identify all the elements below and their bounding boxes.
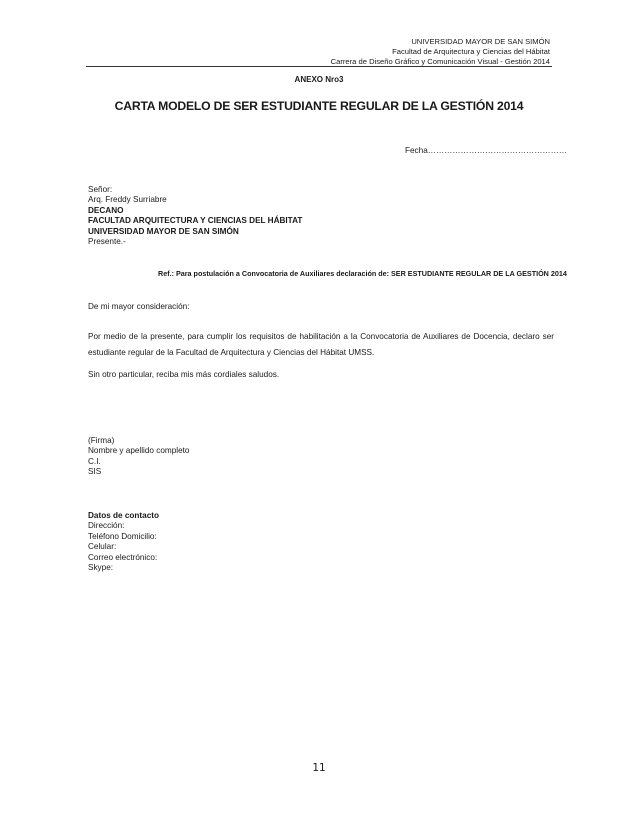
signature-block: [88, 436, 189, 478]
signature-sis: SIS: [88, 467, 102, 477]
recipient-position: DECANO: [88, 205, 124, 215]
recipient-name: Arq. Freddy Surriabre: [88, 195, 167, 205]
signature-ci: C.I.: [88, 456, 101, 466]
reference-line: Ref.: Para postulación a Convocatoria de Auxiliares declaración de: SER ESTUDIANTE REGULAR DE LA GESTIÓN 2014: [158, 269, 567, 278]
document-title: CARTA MODELO DE SER ESTUDIANTE REGULAR DE LA GESTIÓN 2014: [114, 99, 524, 113]
recipient-presente: Presente.-: [88, 237, 126, 247]
header-rule: [86, 66, 552, 67]
header-faculty: Facultad de Arquitectura y Ciencias del Hábitat: [392, 47, 550, 56]
recipient-university: UNIVERSIDAD MAYOR DE SAN SIMÓN: [88, 226, 239, 236]
recipient-block: [88, 185, 302, 247]
contact-heading: Datos de contacto: [88, 511, 159, 520]
header-career: Carrera de Diseño Gráfico y Comunicación Visual - Gestión 2014: [330, 57, 550, 66]
recipient-faculty: FACULTAD ARQUITECTURA Y CIENCIAS DEL HÁBITAT: [88, 216, 303, 226]
recipient-salutation: Señor:: [88, 185, 113, 194]
header-university: UNIVERSIDAD MAYOR DE SAN SIMÓN: [411, 37, 550, 46]
contact-skype: Skype:: [88, 563, 114, 573]
contact-mobile: Celular:: [88, 542, 117, 552]
contact-phone: Teléfono Domicilio:: [88, 531, 157, 541]
signature-firma: (Firma): [88, 436, 115, 445]
page-number: 11: [312, 762, 326, 774]
contact-email: Correo electrónico:: [88, 552, 158, 562]
greeting: De mi mayor consideración:: [88, 302, 190, 311]
closing-line: Sin otro particular, reciba mis más cordiales saludos.: [88, 370, 280, 379]
date-line: Fecha……………………………………………: [405, 146, 567, 155]
contact-address: Dirección:: [88, 521, 125, 531]
signature-name: Nombre y apellido completo: [88, 446, 190, 456]
contact-block: [88, 511, 159, 573]
annex-label: ANEXO Nro3: [294, 75, 344, 84]
body-paragraph: Por medio de la presente, para cumplir los requisitos de habilitación a la Convocatoria de Auxiliares de Docencia, declaro ser estudiante regular de la Facultad de Arquitectura y Ciencias del Hábitat UMSS.: [88, 332, 554, 357]
